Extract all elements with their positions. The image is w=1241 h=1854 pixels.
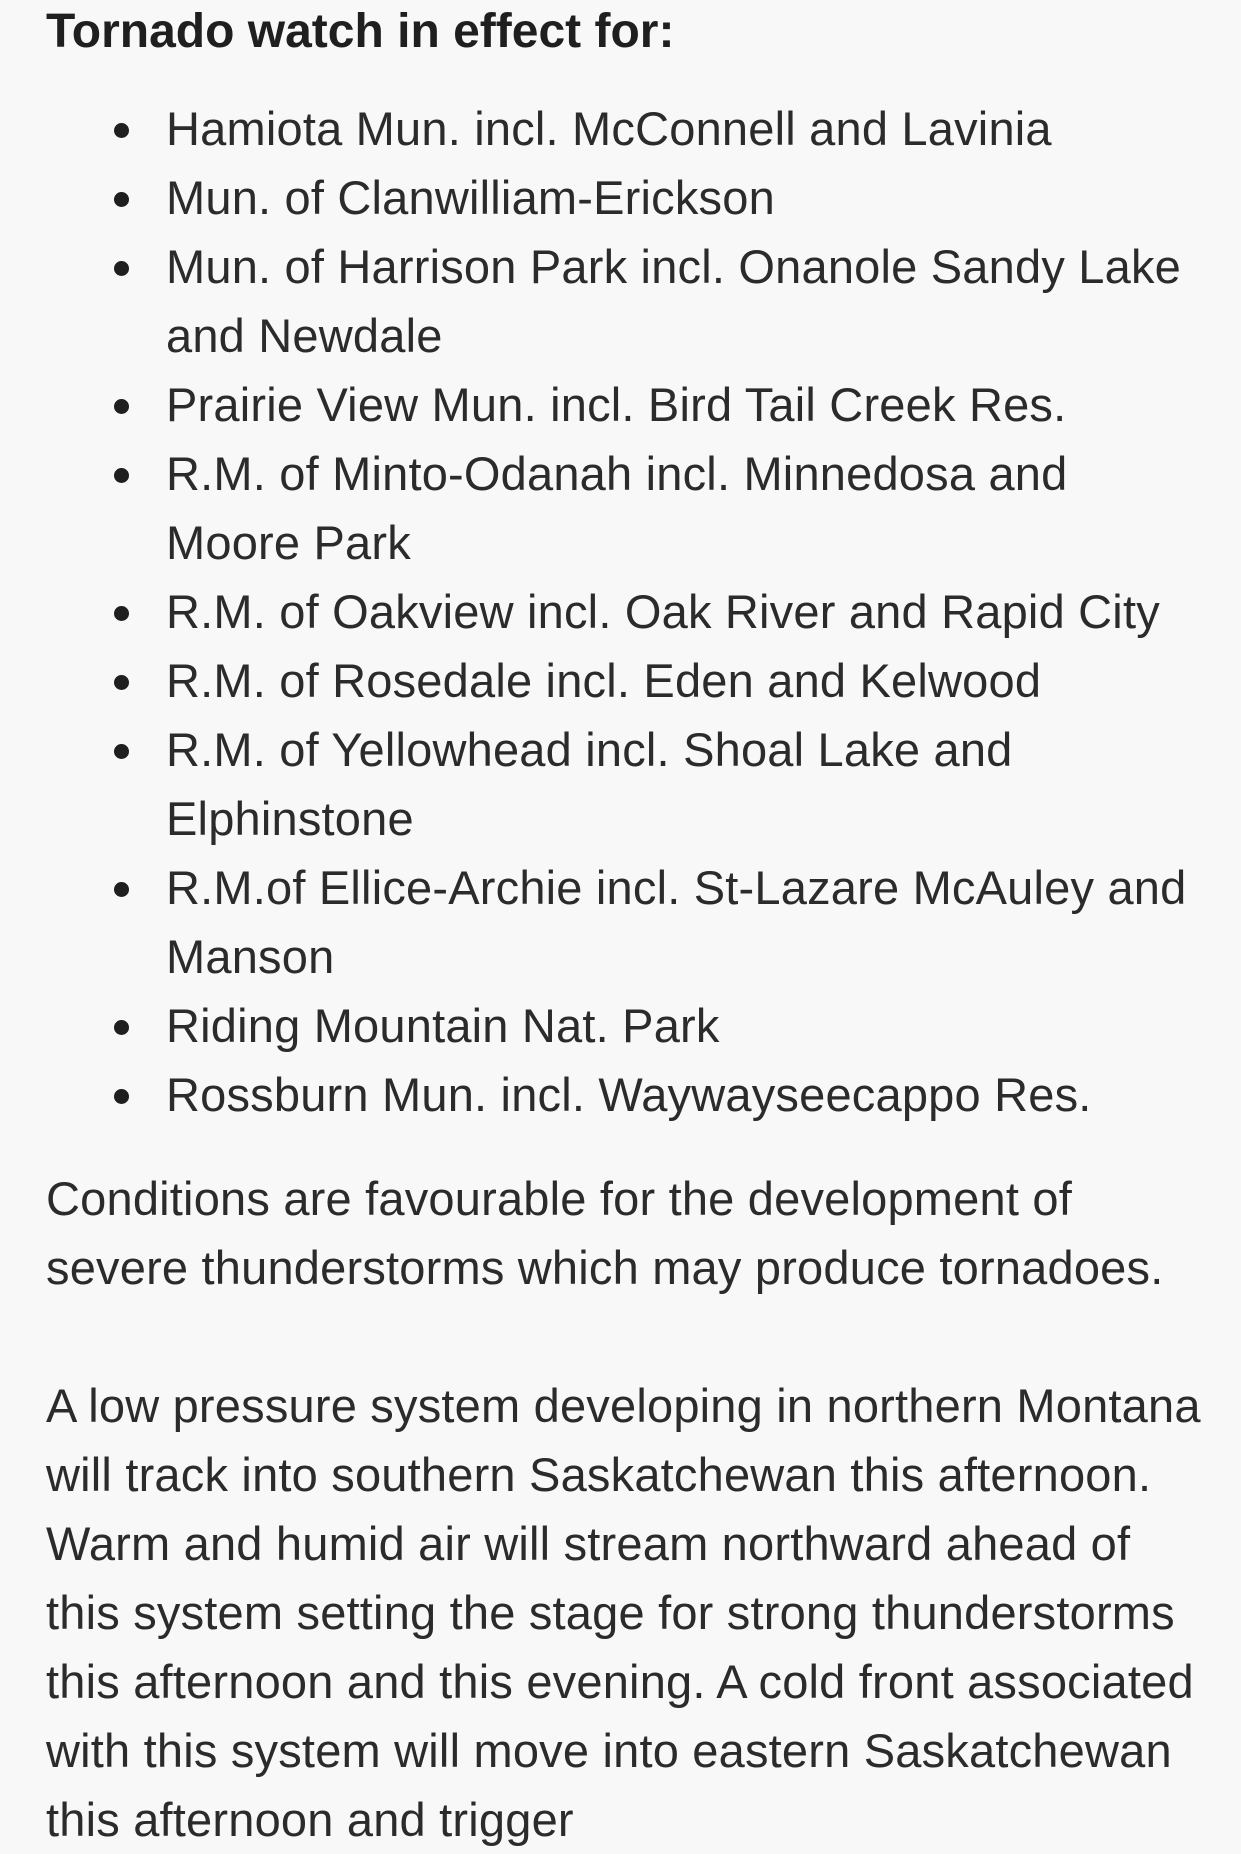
area-name: R.M. of Yellowhead incl. Shoal Lake and Elphinstone: [166, 723, 1013, 845]
synopsis-paragraph: A low pressure system developing in northern Montana will track into southern Saskatchewan this afternoon. Warm and humid air will stream northward ahead of this system setting the stage for strong thunderstorms this afternoon and this evening. A cold front associated with this system will move into eastern Saskatchewan this afternoon and trigger: [46, 1379, 1201, 1846]
area-name: R.M. of Minto-Odanah incl. Minnedosa and Moore Park: [166, 447, 1068, 569]
area-name: Prairie View Mun. incl. Bird Tail Creek Res.: [166, 378, 1067, 431]
area-name: Mun. of Clanwilliam-Erickson: [166, 171, 775, 224]
affected-areas-list: [46, 94, 1201, 1129]
bullet-icon: [114, 1089, 129, 1104]
area-name: R.M.of Ellice-Archie incl. St-Lazare McAuley and Manson: [166, 861, 1187, 983]
list-item: [46, 370, 1201, 439]
list-item: [46, 1060, 1201, 1129]
area-name: Hamiota Mun. incl. McConnell and Lavinia: [166, 102, 1052, 155]
bullet-icon: [114, 744, 129, 759]
list-item: [46, 853, 1201, 991]
bullet-icon: [114, 606, 129, 621]
bullet-icon: [114, 882, 129, 897]
bullet-icon: [114, 261, 129, 276]
area-name: R.M. of Rosedale incl. Eden and Kelwood: [166, 654, 1042, 707]
conditions-paragraph: Conditions are favourable for the development of severe thunderstorms which may produce tornadoes.: [46, 1172, 1164, 1294]
list-item: [46, 577, 1201, 646]
area-name: R.M. of Oakview incl. Oak River and Rapid City: [166, 585, 1160, 638]
area-name: Rossburn Mun. incl. Waywayseecappo Res.: [166, 1068, 1092, 1121]
list-item: [46, 991, 1201, 1060]
list-item: [46, 646, 1201, 715]
bullet-icon: [114, 123, 129, 138]
bullet-icon: [114, 468, 129, 483]
bullet-icon: [114, 1020, 129, 1035]
list-item: [46, 439, 1201, 577]
list-item: [46, 232, 1201, 370]
bullet-icon: [114, 399, 129, 414]
list-item: [46, 163, 1201, 232]
area-name: Mun. of Harrison Park incl. Onanole Sandy Lake and Newdale: [166, 240, 1181, 362]
bullet-icon: [114, 675, 129, 690]
list-item: [46, 715, 1201, 853]
list-item: [46, 94, 1201, 163]
alert-heading: Tornado watch in effect for:: [46, 5, 675, 58]
bullet-icon: [114, 192, 129, 207]
area-name: Riding Mountain Nat. Park: [166, 999, 720, 1052]
